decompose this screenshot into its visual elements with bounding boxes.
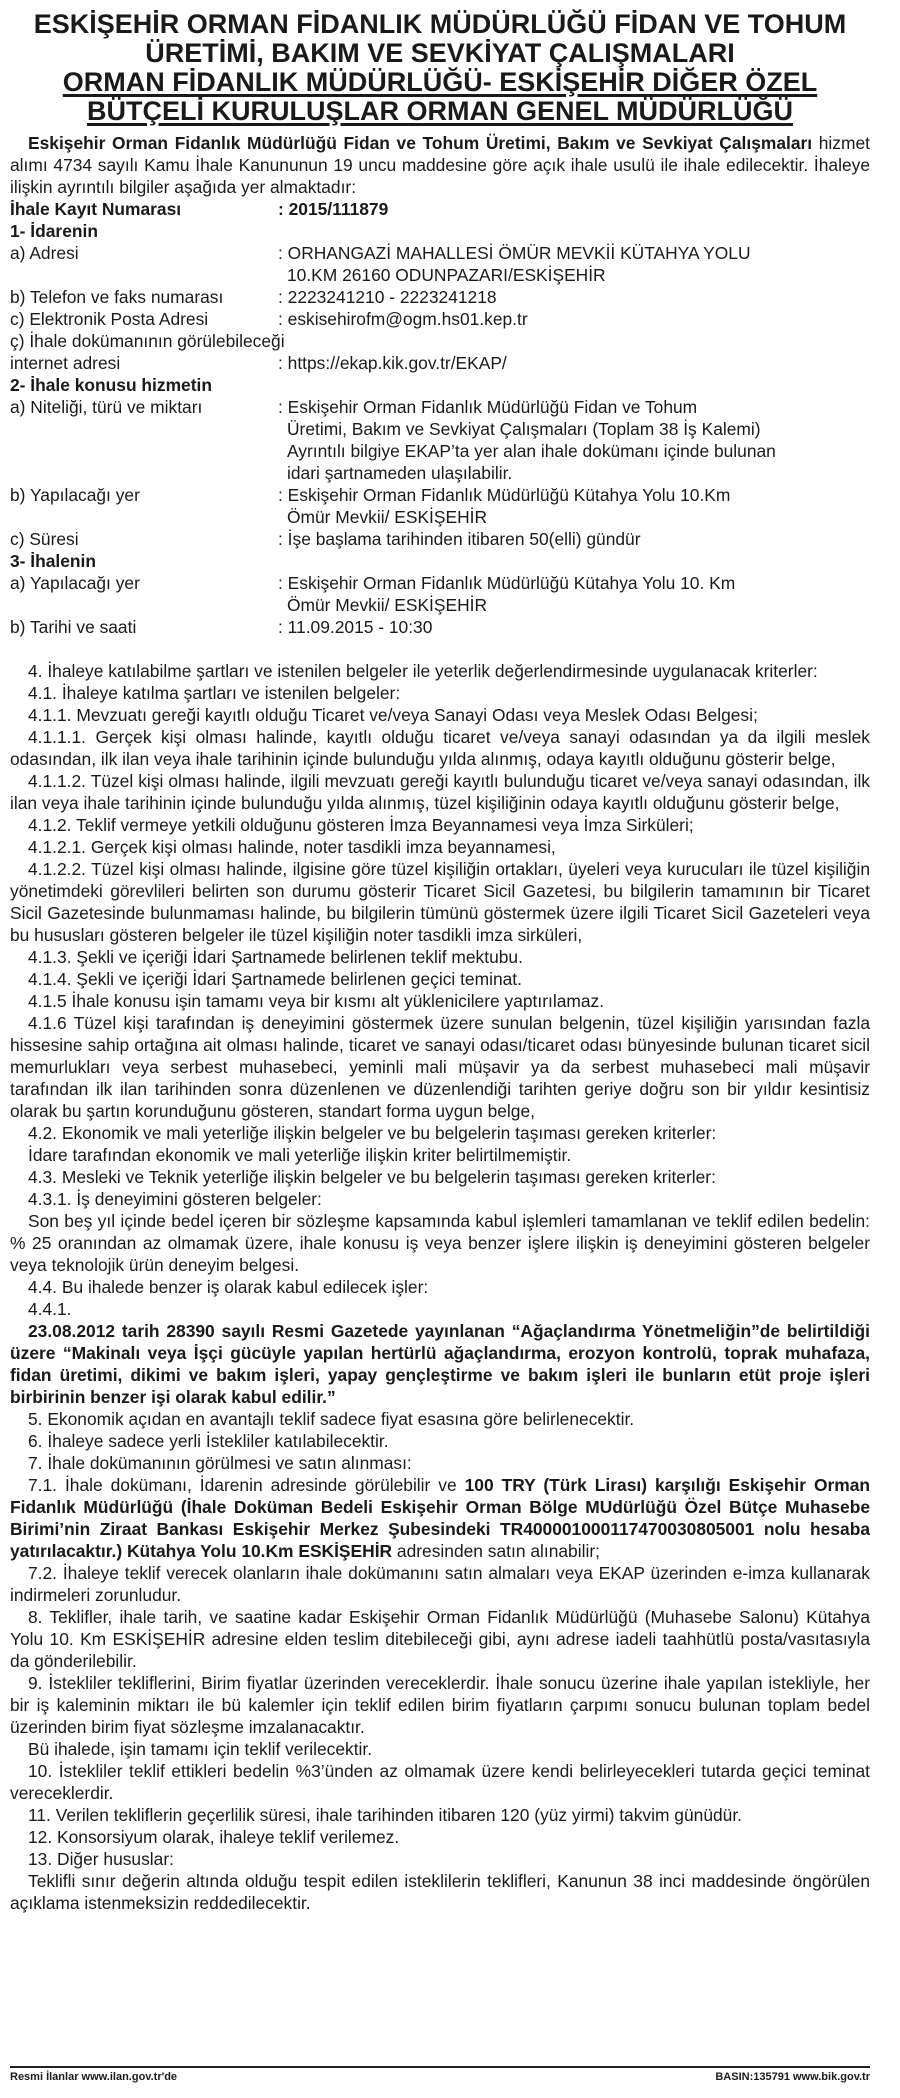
para-4-1: 4.1. İhaleye katılma şartları ve istenilen belgeler: [28, 683, 401, 703]
row-value [278, 242, 870, 286]
para-11: 11. Verilen tekliflerin geçerlilik süresi, ihale tarihinden itibaren 120 (yüz yirmi) takvim günüdür. [28, 1805, 742, 1825]
para-4-3-1b: Son beş yıl içinde bedel içeren bir sözleşme kapsamında kabul işlemleri tamamlanan ve teklif edilen bedelin: % 25 oranından az olmamak üzere, ihale konusu iş veya benzer işlere ilişkin iş deneyimini gösteren belgeler veya teknolojik ürün deneyim belgesi. [10, 1211, 870, 1275]
row-value [278, 572, 870, 616]
para-6: 6. İhaleye sadece yerli İstekliler katılabilecektir. [28, 1431, 389, 1451]
para-13b: Teklifli sınır değerin altında olduğu tespit edilen isteklilerin teklifleri, Kanunun 38 inci maddesinde öngörülen açıklama istenmeksizin reddedilecektir. [10, 1871, 870, 1913]
sec1-row-url [10, 352, 870, 374]
sec1-row-email [10, 308, 870, 330]
title-line-3: ORMAN FİDANLIK MÜDÜRLÜĞÜ- ESKİŞEHİR DİĞER ÖZEL [62, 67, 818, 97]
row-label: b) Telefon ve faks numarası [10, 287, 224, 307]
row-value: : 2223241210 - 2223241218 [278, 287, 497, 307]
title-line-4: BÜTÇELİ KURULUŞLAR ORMAN GENEL MÜDÜRLÜĞÜ [87, 96, 793, 126]
para-4-1-2: 4.1.2. Teklif vermeye yetkili olduğunu gösteren İmza Beyannamesi veya İmza Sirküleri; [28, 815, 694, 835]
sec1-row-address [10, 242, 870, 286]
intro-rest: hizmet alımı 4734 sayılı Kamu İhale Kanununun 19 uncu maddesine göre açık ihale usulü ile ihale edilecektir. İhaleye ilişkin ayrıntılı bilgiler aşağıda yer almaktadır: [10, 133, 870, 197]
row-value: : eskisehirofm@ogm.hs01.kep.tr [278, 309, 528, 329]
sec2-row-b [10, 484, 870, 528]
para-7-1 [10, 1474, 870, 1562]
para-4-4-1: 4.4.1. [28, 1299, 72, 1319]
intro-bold: Eskişehir Orman Fidanlık Müdürlüğü Fidan ve Tohum Üretimi, Bakım ve Sevkiyat Çalışmaları [28, 133, 813, 153]
para-7: 7. İhale dokümanının görülmesi ve satın alınması: [28, 1453, 412, 1473]
row-label: internet adresi [10, 353, 121, 373]
footer [10, 2066, 870, 2083]
spacer [10, 638, 870, 660]
para-4-1-4: 4.1.4. Şekli ve içeriği İdari Şartnamede belirlenen geçici teminat. [28, 969, 522, 989]
para-7-1-a: 7.1. İhale dokümanı, İdarenin adresinde görülebilir ve [28, 1475, 465, 1495]
row-label: a) Adresi [10, 243, 79, 263]
sec2-row-a [10, 396, 870, 484]
para-4-1-2-1: 4.1.2.1. Gerçek kişi olması halinde, noter tasdikli imza beyannamesi, [28, 837, 556, 857]
para-7-1-b: 100 TRY (Türk Lirası) karşılığı Eskişehir Orman Fidanlık Müdürlüğü (İhale Doküman Bedeli Eskişehir Orman Bölge MUdürlüğü Özel Bütçe Muhasebe Birimi’nin Ziraat Bankası Eskişehir Merkez Şubesindeki TR400001000117470030805001 nolu hesaba yatırılacaktır.) Kütahya Yolu 10.Km ESKİŞEHİR [10, 1475, 870, 1561]
row-label: c) Elektronik Posta Adresi [10, 309, 209, 329]
row-label: b) Yapılacağı yer [10, 485, 140, 505]
row-value [278, 484, 870, 528]
value-line: Ayrıntılı bilgiye EKAP’ta yer alan ihale dokümanı içinde bulunan [287, 441, 776, 461]
sec3-row-a [10, 572, 870, 616]
para-4-1-1-2: 4.1.1.2. Tüzel kişi olması halinde, ilgili mevzuatı gereği kayıtlı bulunduğu ticaret ve/veya sanayi odasından, ilk ilan veya ihale tarihinin içinde bulunduğu yılda alınmış, tüzel kişiliğinin odaya kayıtlı olduğunu gösterir belge, [10, 771, 870, 813]
row-value [278, 396, 870, 484]
para-7-2: 7.2. İhaleye teklif verecek olanların ihale dokümanını satın almaları veya EKAP üzerinden e-imza kullanarak indirmeleri zorunludur. [10, 1563, 870, 1605]
row-value: : İşe başlama tarihinden itibaren 50(elli) gündür [278, 529, 641, 549]
title-line-1: ESKİŞEHİR ORMAN FİDANLIK MÜDÜRLÜĞÜ FİDAN VE TOHUM [33, 9, 847, 39]
para-8: 8. Teklifler, ihale tarih, ve saatine kadar Eskişehir Orman Fidanlık Müdürlüğü (Muhasebe Salonu) Kütahya Yolu 10. Km ESKİŞEHİR adresine elden teslim ditebileceği gibi, aynı adrese iadeli taahhütlü posta/vasıtasıyla da gönderilebilir. [10, 1607, 870, 1671]
value-line: Üretimi, Bakım ve Sevkiyat Çalışmaları (Toplam 38 İş Kalemi) [287, 419, 761, 439]
sec1-heading: 1- İdarenin [10, 221, 98, 241]
footer-right: BASIN:135791 www.bik.gov.tr [715, 2071, 870, 2083]
sec1-doc-label: ç) İhale dokümanının görülebileceği [10, 331, 285, 351]
para-4-1-6: 4.1.6 Tüzel kişi tarafından iş deneyimini göstermek üzere sunulan belgenin, tüzel kişiliğin yarısından fazla hissesine sahip ortağına ait olması halinde, ticaret ve sanayi odası/ticaret odası bünyesinde bulunan ticaret sicil memurlukları veya serbest muhasebeci, yeminli mali müşavir ya da serbest muhasebeci mali müşavir tarafından ilk ilan tarihinden sonra düzenlenen ve düzenlendiği tarihten geriye doğru son bir yıldır kesintisiz olarak bu şartın korunduğunu gösteren, standart forma uygun belge, [10, 1013, 870, 1121]
para-4-4: 4.4. Bu ihalede benzer iş olarak kabul edilecek işler: [28, 1277, 429, 1297]
intro-paragraph [10, 132, 870, 198]
ikn-row [10, 198, 870, 220]
row-label: a) Niteliği, türü ve miktarı [10, 397, 203, 417]
para-4-2b: İdare tarafından ekonomik ve mali yeterliğe ilişkin kriter belirtilmemiştir. [28, 1145, 572, 1165]
para-4-1-2-2: 4.1.2.2. Tüzel kişi olması halinde, ilgisine göre tüzel kişiliğin ortakları, üyeleri veya kurucuları ile tüzel kişiliğin yönetimdeki görevlileri belirten son durumu gösterir Ticaret Sicil Gazetesi, bu bilgilerin tamamının bir Ticaret Sicil Gazetesinde bulunmaması halinde, bu bilgilerin tümünü göstermek üzere ilgili Ticaret Sicil Gazeteleri veya bu hususları gösteren belgeler ile tüzel kişiliğin noter tasdikli imza sirküleri, [10, 859, 870, 945]
sec3-row-b [10, 616, 870, 638]
value-line: Ömür Mevkii/ ESKİŞEHİR [287, 595, 488, 615]
para-7-1-c: adresinden satın alınabilir; [392, 1541, 600, 1561]
para-4-3-1: 4.3.1. İş deneyimini gösteren belgeler: [28, 1189, 322, 1209]
address-line-1: : ORHANGAZİ MAHALLESİ ÖMÜR MEVKİİ KÜTAHYA YOLU [278, 243, 751, 263]
para-5: 5. Ekonomik açıdan en avantajlı teklif sadece fiyat esasına göre belirlenecektir. [28, 1409, 635, 1429]
para-4-2: 4.2. Ekonomik ve mali yeterliğe ilişkin belgeler ve bu belgelerin taşıması gereken kriterler: [28, 1123, 717, 1143]
footer-left: Resmi İlanlar www.ilan.gov.tr'de [10, 2071, 178, 2083]
para-4-1-3: 4.1.3. Şekli ve içeriği İdari Şartnamede belirlenen teklif mektubu. [28, 947, 523, 967]
para-4-1-1: 4.1.1. Mevzuatı gereği kayıtlı olduğu Ticaret ve/veya Sanayi Odası veya Meslek Odası Belgesi; [28, 705, 758, 725]
row-label: c) Süresi [10, 529, 79, 549]
para-12: 12. Konsorsiyum olarak, ihaleye teklif verilemez. [28, 1827, 400, 1847]
title [10, 10, 870, 126]
para-4-1-5: 4.1.5 İhale konusu işin tamamı veya bir kısmı alt yüklenicilere yaptırılamaz. [28, 991, 605, 1011]
para-13: 13. Diğer hususlar: [28, 1849, 174, 1869]
para-9b: Bü ihalede, işin tamamı için teklif verilecektir. [28, 1739, 373, 1759]
row-label: b) Tarihi ve saati [10, 617, 137, 637]
sec3-heading: 3- İhalenin [10, 551, 97, 571]
para-4-3: 4.3. Mesleki ve Teknik yeterliğe ilişkin belgeler ve bu belgelerin taşıması gereken kriterler: [28, 1167, 716, 1187]
sec1-row-phone [10, 286, 870, 308]
ikn-value: : 2015/111879 [278, 199, 389, 219]
para-4-1-1-1: 4.1.1.1. Gerçek kişi olması halinde, kayıtlı olduğu ticaret ve/veya sanayi odasından ya da ilgili meslek odasından, ilk ilan veya ihale tarihinin içinde bulunduğu yılda alınmış, odaya kayıtlı olduğunu gösterir belge, [10, 727, 870, 769]
row-value: : 11.09.2015 - 10:30 [278, 617, 433, 637]
sec2-heading: 2- İhale konusu hizmetin [10, 375, 212, 395]
value-line: : Eskişehir Orman Fidanlık Müdürlüğü Fidan ve Tohum [278, 397, 698, 417]
ikn-label: İhale Kayıt Numarası [10, 199, 182, 219]
sec2-row-c [10, 528, 870, 550]
value-line: : Eskişehir Orman Fidanlık Müdürlüğü Kütahya Yolu 10.Km [278, 485, 731, 505]
para-9: 9. İstekliler tekliflerini, Birim fiyatlar üzerinden vereceklerdir. İhale sonucu üzerine ihale yapılan istekliyle, her bir iş kaleminin miktarı ile bü kalemler için teklif edilen birim fiyatların çarpımı sonucu bulunan toplam bedel üzerinden birim fiyat sözleşme imzalanacaktır. [10, 1673, 870, 1737]
ekap-url[interactable]: : https://ekap.kik.gov.tr/EKAP/ [278, 353, 507, 373]
value-line: idari şartnameden ulaşılabilir. [287, 463, 513, 483]
value-line: : Eskişehir Orman Fidanlık Müdürlüğü Kütahya Yolu 10. Km [278, 573, 736, 593]
para-10: 10. İstekliler teklif ettikleri bedelin %3’ünden az olmamak üzere kendi belirleyecekleri tutarda geçici teminat vereceklerdir. [10, 1761, 870, 1803]
address-line-2: 10.KM 26160 ODUNPAZARI/ESKİŞEHİR [287, 265, 606, 285]
para-4-4-1b: 23.08.2012 tarih 28390 sayılı Resmi Gazetede yayınlanan “Ağaçlandırma Yönetmeliğin”de belirtildiği üzere “Makinalı veya İşçi gücüyle yapılan hertürlü ağaçlandırma, erozyon kontrolü, toprak muhafaza, fidan üretimi, dikimi ve bakım işleri, yapay gençleştirme ve bakım işleri ile bunların etüt proje işleri birbirinin benzer işi olarak kabul edilir.” [10, 1321, 870, 1407]
value-line: Ömür Mevkii/ ESKİŞEHİR [287, 507, 488, 527]
para-4: 4. İhaleye katılabilme şartları ve istenilen belgeler ile yeterlik değerlendirmesinde uygulanacak kriterler: [28, 661, 818, 681]
title-line-2: ÜRETİMİ, BAKIM VE SEVKİYAT ÇALIŞMALARI [145, 38, 735, 68]
row-label: a) Yapılacağı yer [10, 573, 140, 593]
